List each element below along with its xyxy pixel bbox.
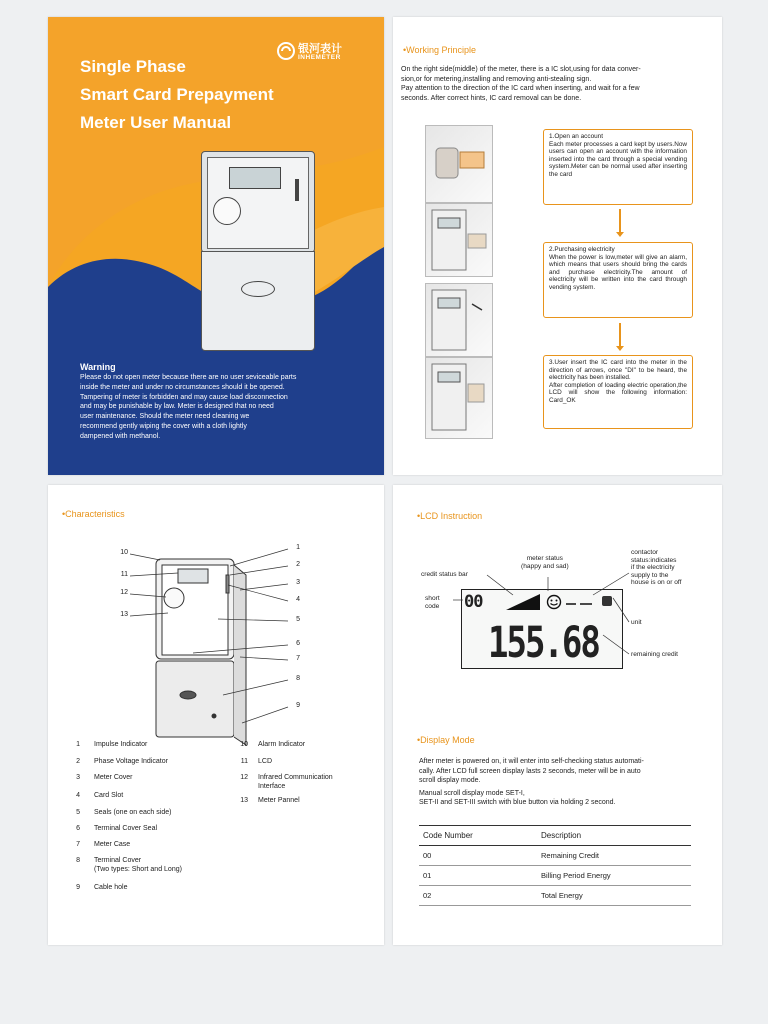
legend-number: 7 (76, 841, 80, 848)
diagram-callout-number: 11 (120, 571, 128, 578)
display-mode-line: SET-II and SET-III switch with blue button via holding 2 second. (419, 799, 616, 806)
warning-line: inside the meter and under no circumstances should it be opened. (80, 383, 285, 391)
header-description: Description (537, 826, 691, 846)
contactor-icon (566, 599, 592, 609)
cover-title-line-1: Single Phase (80, 57, 186, 76)
contactor-label: contactor status:indicates if the electricity supply to the house is on or off (631, 549, 682, 587)
legend-number: 5 (76, 809, 80, 816)
remaining-credit-label: remaining credit (631, 651, 678, 658)
legend-label: Meter Pannel (258, 797, 300, 804)
credit-status-bar-label: credit status bar (421, 571, 468, 578)
hand-card-icon (426, 126, 492, 202)
code-table-header (419, 826, 691, 846)
diagram-callout-number: 5 (296, 616, 300, 623)
step-3-text: 3.User insert the IC card into the meter in the direction of arrows, once "DI" to be heard, the electricity has been installed. After completion of loading electric operation,the LCD will show the following information: Card_OK (549, 359, 687, 404)
warning-line: Please do not open meter because there are no user seviceable parts (80, 374, 297, 381)
warning-title: Warning (80, 362, 116, 372)
legend-label: LCD (258, 758, 273, 765)
legend-number: 13 (240, 797, 248, 804)
legend-number: 9 (76, 884, 80, 891)
description-cell: Total Energy (537, 886, 691, 906)
lcd-remaining-credit: 155.68 (488, 618, 599, 668)
legend-number: 2 (76, 758, 80, 765)
cover-page (48, 17, 384, 475)
table-row (419, 866, 691, 886)
meter-status-label: meter status (happy and sad) (521, 555, 569, 570)
brand-en: INHEMETER (298, 54, 341, 61)
lcd-instruction-title: • LCD Instruction (417, 511, 482, 521)
diagram-callout-number: 13 (120, 611, 128, 618)
step-2-text: 2.Purchasing electricity When the power is low,meter will give an alarm, which means that users should bring the cards and purchase electricity.The amount of electricity will be written into the card through vending system. (549, 246, 687, 291)
warning-line: dampened with methanol. (80, 432, 161, 440)
working-principle-page (393, 17, 722, 475)
legend-label: Phase Voltage Indicator (94, 758, 168, 765)
photo-meter-3 (425, 357, 493, 439)
warning-line: user maintenance. Should the meter need cleaning we (80, 413, 250, 421)
intro-line: Pay attention to the direction of the IC card when inserting, and wait for a few (401, 85, 640, 92)
happy-face-icon (546, 594, 562, 610)
code-cell: 02 (419, 886, 537, 906)
legend-label: Seals (one on each side) (94, 809, 172, 816)
display-mode-title: • Display Mode (417, 735, 475, 745)
brand-cn: 银河表计 (298, 43, 342, 55)
diagram-callout-number: 3 (296, 579, 300, 586)
warning-line: Tampering of meter is forbidden and may cause load disconnection (80, 393, 288, 401)
brand-logo-icon (276, 41, 296, 61)
characteristics-title: • Characteristics (62, 509, 125, 519)
legend-label: Cable hole (94, 884, 128, 891)
meter-photo-icon (426, 284, 492, 356)
diagram-callout-number: 6 (296, 640, 300, 647)
meter-illustration (201, 151, 313, 351)
arrow-down-icon (619, 209, 621, 233)
unit-icon (600, 594, 614, 608)
legend-label: Alarm Indicator (258, 741, 306, 748)
diagram-callout-number: 7 (296, 655, 300, 662)
working-intro (401, 65, 713, 103)
code-cell: 00 (419, 846, 537, 866)
display-mode-text (419, 757, 709, 808)
cover-title-line-2: Smart Card Prepayment (80, 85, 274, 104)
legend-number: 1 (76, 741, 80, 748)
meter-photo-icon (426, 204, 492, 276)
step-3-box (543, 355, 693, 429)
legend-number: 6 (76, 825, 80, 832)
diagram-callout-number: 2 (296, 561, 300, 568)
legend-label: Meter Cover (94, 774, 133, 781)
diagram-callout-number: 8 (296, 675, 300, 682)
credit-bar-icon (504, 592, 544, 612)
legend-label: Infrared Communication Interface (258, 774, 333, 790)
intro-line: On the right side(middle) of the meter, there is a IC slot,using for data conver- (401, 66, 641, 73)
warning-text (80, 373, 360, 442)
legend-number: 3 (76, 774, 80, 781)
display-mode-line: scroll display mode. (419, 777, 481, 784)
legend-number: 4 (76, 792, 80, 799)
intro-line: sion,or for metering,installing and removing anti-stealing sign. (401, 75, 592, 83)
diagram-callout-number: 12 (120, 589, 128, 596)
arrow-down-icon (619, 323, 621, 347)
warning-line: recommend gently wiping the cover with a cloth lightly (80, 422, 247, 430)
lcd-screen (461, 589, 623, 669)
short-code-label: short code (425, 595, 440, 610)
meter-photo-icon (426, 358, 492, 438)
intro-line: seconds. After correct hints, IC card removal can be done. (401, 94, 582, 102)
brand-logo (276, 39, 362, 69)
characteristics-page (48, 485, 384, 945)
legend-label: Impulse Indicator (94, 741, 148, 748)
photo-meter-1 (425, 203, 493, 277)
diagram-callout-number: 4 (296, 596, 300, 603)
description-cell: Remaining Credit (537, 846, 691, 866)
legend-label: Terminal Cover (Two types: Short and Long) (94, 857, 182, 873)
display-mode-line: After meter is powered on, it will enter into self-checking status automati- (419, 758, 644, 765)
code-table (419, 825, 691, 906)
legend-number: 10 (240, 741, 248, 748)
legend-label: Meter Case (94, 841, 131, 848)
lcd-display-page (393, 485, 722, 945)
warning-line: and may be punishable by law. Meter is designed that no need (80, 403, 274, 411)
step-2-box (543, 242, 693, 318)
legend-number: 12 (240, 774, 248, 781)
legend-number: 11 (240, 758, 248, 765)
diagram-callout-number: 10 (120, 549, 128, 556)
step-1-text: 1.Open an account Each meter processes a card kept by users.Now users can open an account with the information inserted into the card through a special vending system.Meter can be normal used after inserting the card (549, 133, 687, 178)
photo-meter-2 (425, 283, 493, 357)
photo-card-open (425, 125, 493, 203)
table-row (419, 846, 691, 866)
table-row (419, 886, 691, 906)
lcd-short-code: 00 (464, 592, 483, 612)
working-principle-title: • Working Principle (403, 45, 476, 55)
legend-label: Card Slot (94, 792, 124, 799)
display-mode-line: cally. After LCD full screen display lasts 2 seconds, meter will be in auto (419, 767, 641, 775)
description-cell: Billing Period Energy (537, 866, 691, 886)
header-code-number: Code Number (419, 826, 537, 846)
legend-label: Terminal Cover Seal (94, 825, 158, 832)
code-cell: 01 (419, 866, 537, 886)
step-1-box (543, 129, 693, 205)
unit-label: unit (631, 619, 642, 626)
diagram-callout-number: 1 (296, 544, 300, 551)
cover-title-line-3: Meter User Manual (80, 113, 232, 132)
diagram-callout-number: 9 (296, 702, 300, 709)
meter-diagram (48, 535, 384, 775)
display-mode-line: Manual scroll display mode SET-I, (419, 789, 525, 797)
legend-number: 8 (76, 857, 80, 864)
